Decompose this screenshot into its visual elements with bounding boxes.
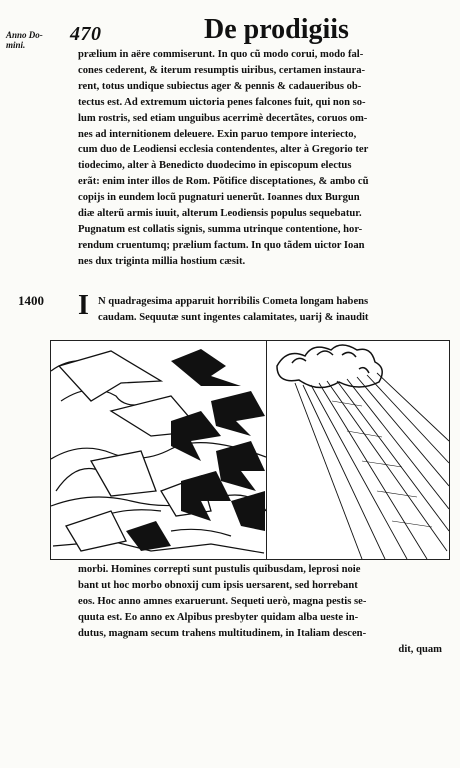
text-line: tiodecimo, alter à Benedicto duodecimo in episcopum electus (78, 160, 352, 172)
margin-note-line-2: mini. (6, 40, 26, 50)
text-line: dutus, magnam secum trahens multitudinem, in Italiam descen- (78, 627, 367, 639)
woodcut-comet (267, 340, 450, 560)
text-line: bant ut hoc morbo obnoxij cum ipsis uersarent, sed horrebant (78, 579, 358, 591)
paragraph-1 (78, 47, 442, 270)
text-line: rent, totus undique subiectus ager & pennis & cadaueribus ob- (78, 80, 362, 92)
text-line: rendum cruentumq; prælium factum. In quo tãdem uictor Ioan (78, 239, 365, 251)
text-line: eos. Hoc anno amnes exaruerunt. Sequeti uerò, magna pestis se- (78, 595, 367, 607)
text-line: cum duo de Leodiensi ecclesia contendentes, alter à Gregorio ter (78, 144, 369, 156)
text-line: dit, quam (398, 643, 442, 655)
text-line: cones cederent, & iterum resumptis uiribus, certamen instaura- (78, 64, 366, 76)
running-head: De prodigiis (204, 14, 349, 45)
text-line: lum rostris, sed etiam unguibus acerrimè decertãtes, coruos om- (78, 112, 368, 124)
text-line: nes ad internitionem deleuere. Exin paruo tempore interiecto, (78, 128, 357, 140)
text-line: copijs in eundem locũ pugnaturi uenerũt. Ioannes dux Burgun (78, 192, 360, 204)
text-line: diæ alterũ armis iuuit, alterum Leodiensis populus sequebatur. (78, 208, 362, 220)
woodcut-birds-battle (50, 340, 267, 560)
text-line: prælium in aëre commiserunt. In quo cũ modo corui, modo fal- (78, 49, 364, 60)
text-line: caudam. Sequutæ sunt ingentes calamitates, uarij & inaudit (98, 311, 369, 323)
birds-illustration (51, 341, 266, 559)
comet-illustration (267, 341, 449, 559)
text-line: tectus est. Ad extremum uictoria penes falcones fuit, qui non so- (78, 96, 366, 108)
text-line: morbi. Homines correpti sunt pustulis quibusdam, leprosi noie (78, 564, 361, 575)
text-line: quuta est. Eo anno ex Alpibus presbyter quidam alba ueste in- (78, 611, 359, 623)
year-note: 1400 (18, 293, 44, 308)
text-line: N quadragesima apparuit horribilis Cometa longam habens (98, 296, 369, 307)
margin-note (6, 30, 54, 50)
margin-note-line-1: Anno Do- (6, 30, 43, 40)
text-line: erãt: enim inter illos de Rom. Põtifice disceptationes, & ambo cũ (78, 176, 369, 188)
text-line: nes dux triginta millia hostium cæsit. (78, 255, 246, 267)
paragraph-3 (78, 562, 442, 657)
initial-letter: I (78, 290, 89, 321)
page-number: 470 (70, 23, 102, 45)
paragraph-2 (98, 294, 442, 326)
text-line: Pugnatum est collatis signis, summa utrinque contentione, hor- (78, 223, 363, 235)
